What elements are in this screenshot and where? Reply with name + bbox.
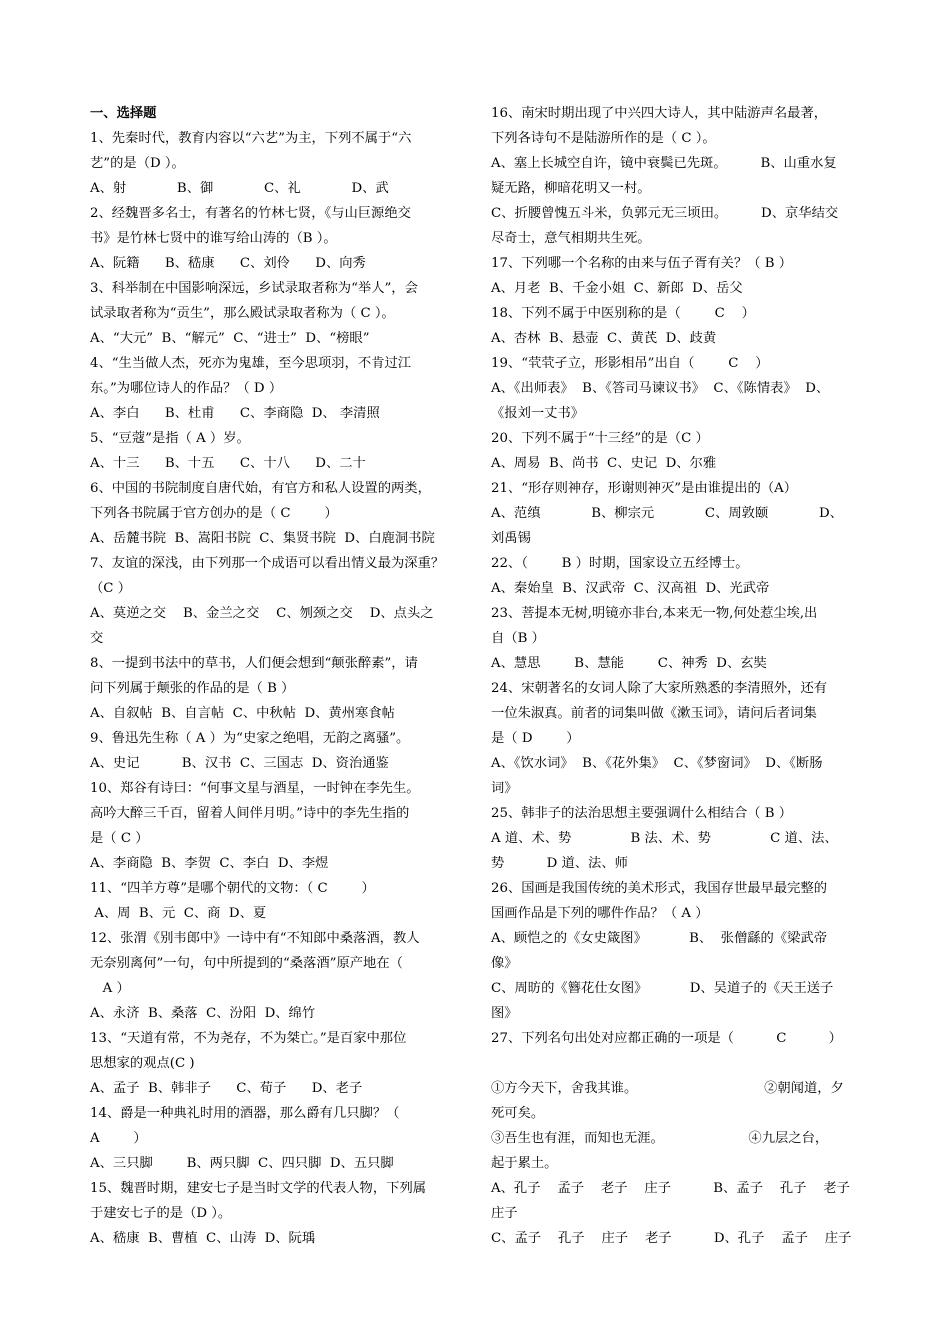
text-line: A、孔子 孟子 老子 庄子 B、孟子 孔子 老子	[491, 1181, 850, 1196]
text-line: 26、国画是我国传统的美术形式，我国存世最早最完整的	[491, 881, 828, 896]
text-line: 是（ D ）	[491, 731, 580, 746]
text-line: 一位朱淑真。前者的词集叫做《漱玉词》，请问后者词集	[491, 706, 817, 721]
text-line: 21、“形存则神存，形谢则神灭”是由谁提出的（A）	[491, 481, 798, 496]
text-line: 9、鲁迅先生称（ A ）为“史家之绝唱，无韵之离骚”。	[90, 731, 410, 746]
text-line: 死可矣。	[491, 1106, 545, 1121]
text-line: A 道、术、势 B 法、术、势 C 道、法、	[491, 831, 838, 846]
text-line: A、范缜 B、柳宗元 C、周敦颐 D、	[491, 506, 843, 521]
text-line: A、自叙帖 B、自言帖 C、中秋帖 D、黄州寒食帖	[90, 706, 395, 721]
text-line: ③吾生也有涯，而知也无涯。 ④九层之台，	[491, 1131, 829, 1146]
text-line: 2、经魏晋多名士，有著名的竹林七贤，《与山巨源绝交	[90, 206, 411, 221]
text-line: 19、“茕茕孑立，形影相吊”出自（ C ）	[491, 356, 769, 371]
text-line: A、杏林 B、悬壶 C、黄芪 D、歧黄	[491, 331, 717, 346]
text-line: 3、科举制在中国影响深远，乡试录取者称为“举人”，会	[90, 281, 418, 296]
text-line: 交	[90, 631, 104, 646]
text-line: 25、韩非子的法治思想主要强调什么相结合（ B ）	[491, 806, 793, 821]
text-line: 图》	[491, 1006, 518, 1021]
text-line: 23、菩提本无树,明镜亦非台,本来无一物,何处惹尘埃,出	[491, 606, 818, 621]
text-line: 刘禹锡	[491, 531, 531, 546]
text-line: 东。”为哪位诗人的作品？（ D ）	[90, 381, 283, 396]
text-line: 自（B ）	[491, 631, 545, 646]
text-line: A、《出师表》 B、《答司马谏议书》 C、《陈情表》 D、	[491, 381, 830, 396]
text-line: A、莫逆之交 B、金兰之交 C、刎颈之交 D、点头之	[90, 606, 434, 621]
left-column	[90, 101, 460, 1251]
text-line: 高吟大醉三千百，留着人间伴月明。”诗中的李先生指的	[90, 806, 410, 821]
text-line: 《报刘一丈书》	[491, 406, 585, 421]
text-line: 22、（ B ）时期，国家设立五经博士。	[491, 556, 749, 571]
text-line: 词》	[491, 781, 518, 796]
text-line: A、周易 B、尚书 C、史记 D、尔雅	[491, 456, 717, 471]
text-line: 7、友谊的深浅，由下列那一个成语可以看出情义最为深重？	[90, 556, 445, 571]
text-line: （C ）	[90, 581, 131, 596]
text-line: 庄子	[491, 1206, 518, 1221]
text-line: 思想家的观点(C )	[90, 1056, 195, 1071]
text-line: 书》是竹林七贤中的谁写给山涛的（B ）。	[90, 231, 337, 246]
text-line: 16、南宋时期出现了中兴四大诗人，其中陆游声名最著，	[491, 106, 828, 121]
text-line: 15、魏晋时期，建安七子是当时文学的代表人物，下列属	[90, 1181, 427, 1196]
text-line: 国画作品是下列的哪件作品？（ A ）	[491, 906, 709, 921]
text-line: A、周 B、元 C、商 D、夏	[90, 906, 267, 921]
text-line: 11、“四羊方尊”是哪个朝代的文物：（ C ）	[90, 881, 375, 896]
section-title: 一、选择题	[90, 106, 157, 121]
text-line: A、月老 B、千金小姐 C、新郎 D、岳父	[491, 281, 743, 296]
text-line: A、射 B、御 C、礼 D、武	[90, 181, 389, 196]
text-line: C、折腰曾愧五斗米，负郭元无三顷田。 D、京华结交	[491, 206, 839, 221]
text-line: A ）	[90, 1131, 147, 1146]
text-line: 无奈别离何”一句，句中所提到的“桑落酒”原产地在（	[90, 956, 403, 971]
text-line: ①方今天下，舍我其谁。 ②朝闻道，夕	[491, 1081, 844, 1096]
text-line: 20、下列不属于“十三经”的是（C ）	[491, 431, 709, 446]
text-line: 8、一提到书法中的草书，人们便会想到“颠张醉素”，请	[90, 656, 418, 671]
text-line: 疑无路，柳暗花明又一村。	[491, 181, 651, 196]
text-line: 12、张渭《别韦郎中》一诗中有“不知郎中桑落酒，教人	[90, 931, 420, 946]
text-line: A、三只脚 B、两只脚 C、四只脚 D、五只脚	[90, 1156, 394, 1171]
text-line	[491, 1051, 863, 1076]
text-line: A ）	[90, 981, 130, 996]
text-line: A、慧思 B、慧能 C、神秀 D、玄奘	[491, 656, 767, 671]
text-line: A、《饮水词》 B、《花外集》 C、《梦窗词》 D、《断肠	[491, 756, 823, 771]
right-column	[491, 101, 863, 1251]
text-line: A、岳麓书院 B、嵩阳书院 C、集贤书院 D、白鹿洞书院	[90, 531, 435, 546]
text-line: C、孟子 孔子 庄子 老子 D、孔子 孟子 庄子	[491, 1231, 852, 1246]
text-line: 是（ C ）	[90, 831, 149, 846]
text-line: A、嵇康 B、曹植 C、山涛 D、阮瑀	[90, 1231, 316, 1246]
text-line: A、史记 B、汉书 C、三国志 D、资治通鉴	[90, 756, 389, 771]
text-line: C、周昉的《簪花仕女图》 D、吴道子的《天王送子	[491, 981, 834, 996]
text-line: 6、中国的书院制度自唐代始，有官方和私人设置的两类，	[90, 481, 431, 496]
text-line: A、孟子 B、韩非子 C、荀子 D、老子	[90, 1081, 363, 1096]
text-line: 问下列属于颠张的作品的是（ B ）	[90, 681, 295, 696]
text-line: A、塞上长城空自许，镜中衰鬓已先斑。 B、山重水复	[491, 156, 837, 171]
text-line: A、李商隐 B、李贺 C、李白 D、李煜	[90, 856, 329, 871]
text-line: 27、下列名句出处对应都正确的一项是（ C ）	[491, 1031, 842, 1046]
text-line: 4、“生当做人杰，死亦为鬼雄，至今思项羽，不肯过江	[90, 356, 412, 371]
text-line: 于建安七子的是（D ）。	[90, 1206, 232, 1221]
text-line: 24、宋朝著名的女词人除了大家所熟悉的李清照外，还有	[491, 681, 828, 696]
text-line: A、顾恺之的《女史箴图》 B、 张僧繇的《梁武帝	[491, 931, 828, 946]
text-line: 下列各书院属于官方创办的是（ C ）	[90, 506, 338, 521]
text-line: 起于累土。	[491, 1156, 558, 1171]
text-line: 18、下列不属于中医别称的是（ C ）	[491, 306, 755, 321]
text-line: 下列各诗句不是陆游所作的是（ C ）。	[491, 131, 716, 146]
text-line: 像》	[491, 956, 518, 971]
text-line: A、秦始皇 B、汉武帝 C、汉高祖 D、光武帝	[491, 581, 770, 596]
text-line: A、阮籍 B、嵇康 C、刘伶 D、向秀	[90, 256, 366, 271]
text-line: A、永济 B、桑落 C、汾阳 D、绵竹	[90, 1006, 316, 1021]
text-line: 艺”的是（D ）。	[90, 156, 185, 171]
text-line: 10、郑谷有诗曰：“何事文星与酒星，一时钟在李先生。	[90, 781, 420, 796]
text-line: A、李白 B、杜甫 C、李商隐 D、 李清照	[90, 406, 380, 421]
text-line: 1、先秦时代，教育内容以“六艺”为主，下列不属于“六	[90, 131, 412, 146]
text-line: 试录取者称为“贡生”，那么殿试录取者称为（ C ）。	[90, 306, 395, 321]
text-line: 5、“豆蔻”是指（ A ）岁。	[90, 431, 250, 446]
text-line: 17、下列哪一个名称的由来与伍子胥有关？（ B ）	[491, 256, 793, 271]
text-line: 尽奇士，意气相期共生死。	[491, 231, 651, 246]
text-line: A、“大元” B、“解元” C、“进士” D、“榜眼”	[90, 331, 370, 346]
text-line: 13、“天道有常，不为尧存，不为桀亡。”是百家中那位	[90, 1031, 407, 1046]
text-line: 14、爵是一种典礼时用的酒器，那么爵有几只脚？（	[90, 1106, 400, 1121]
text-line: 势 D 道、法、师	[491, 856, 628, 871]
text-line: A、十三 B、十五 C、十八 D、二十	[90, 456, 366, 471]
